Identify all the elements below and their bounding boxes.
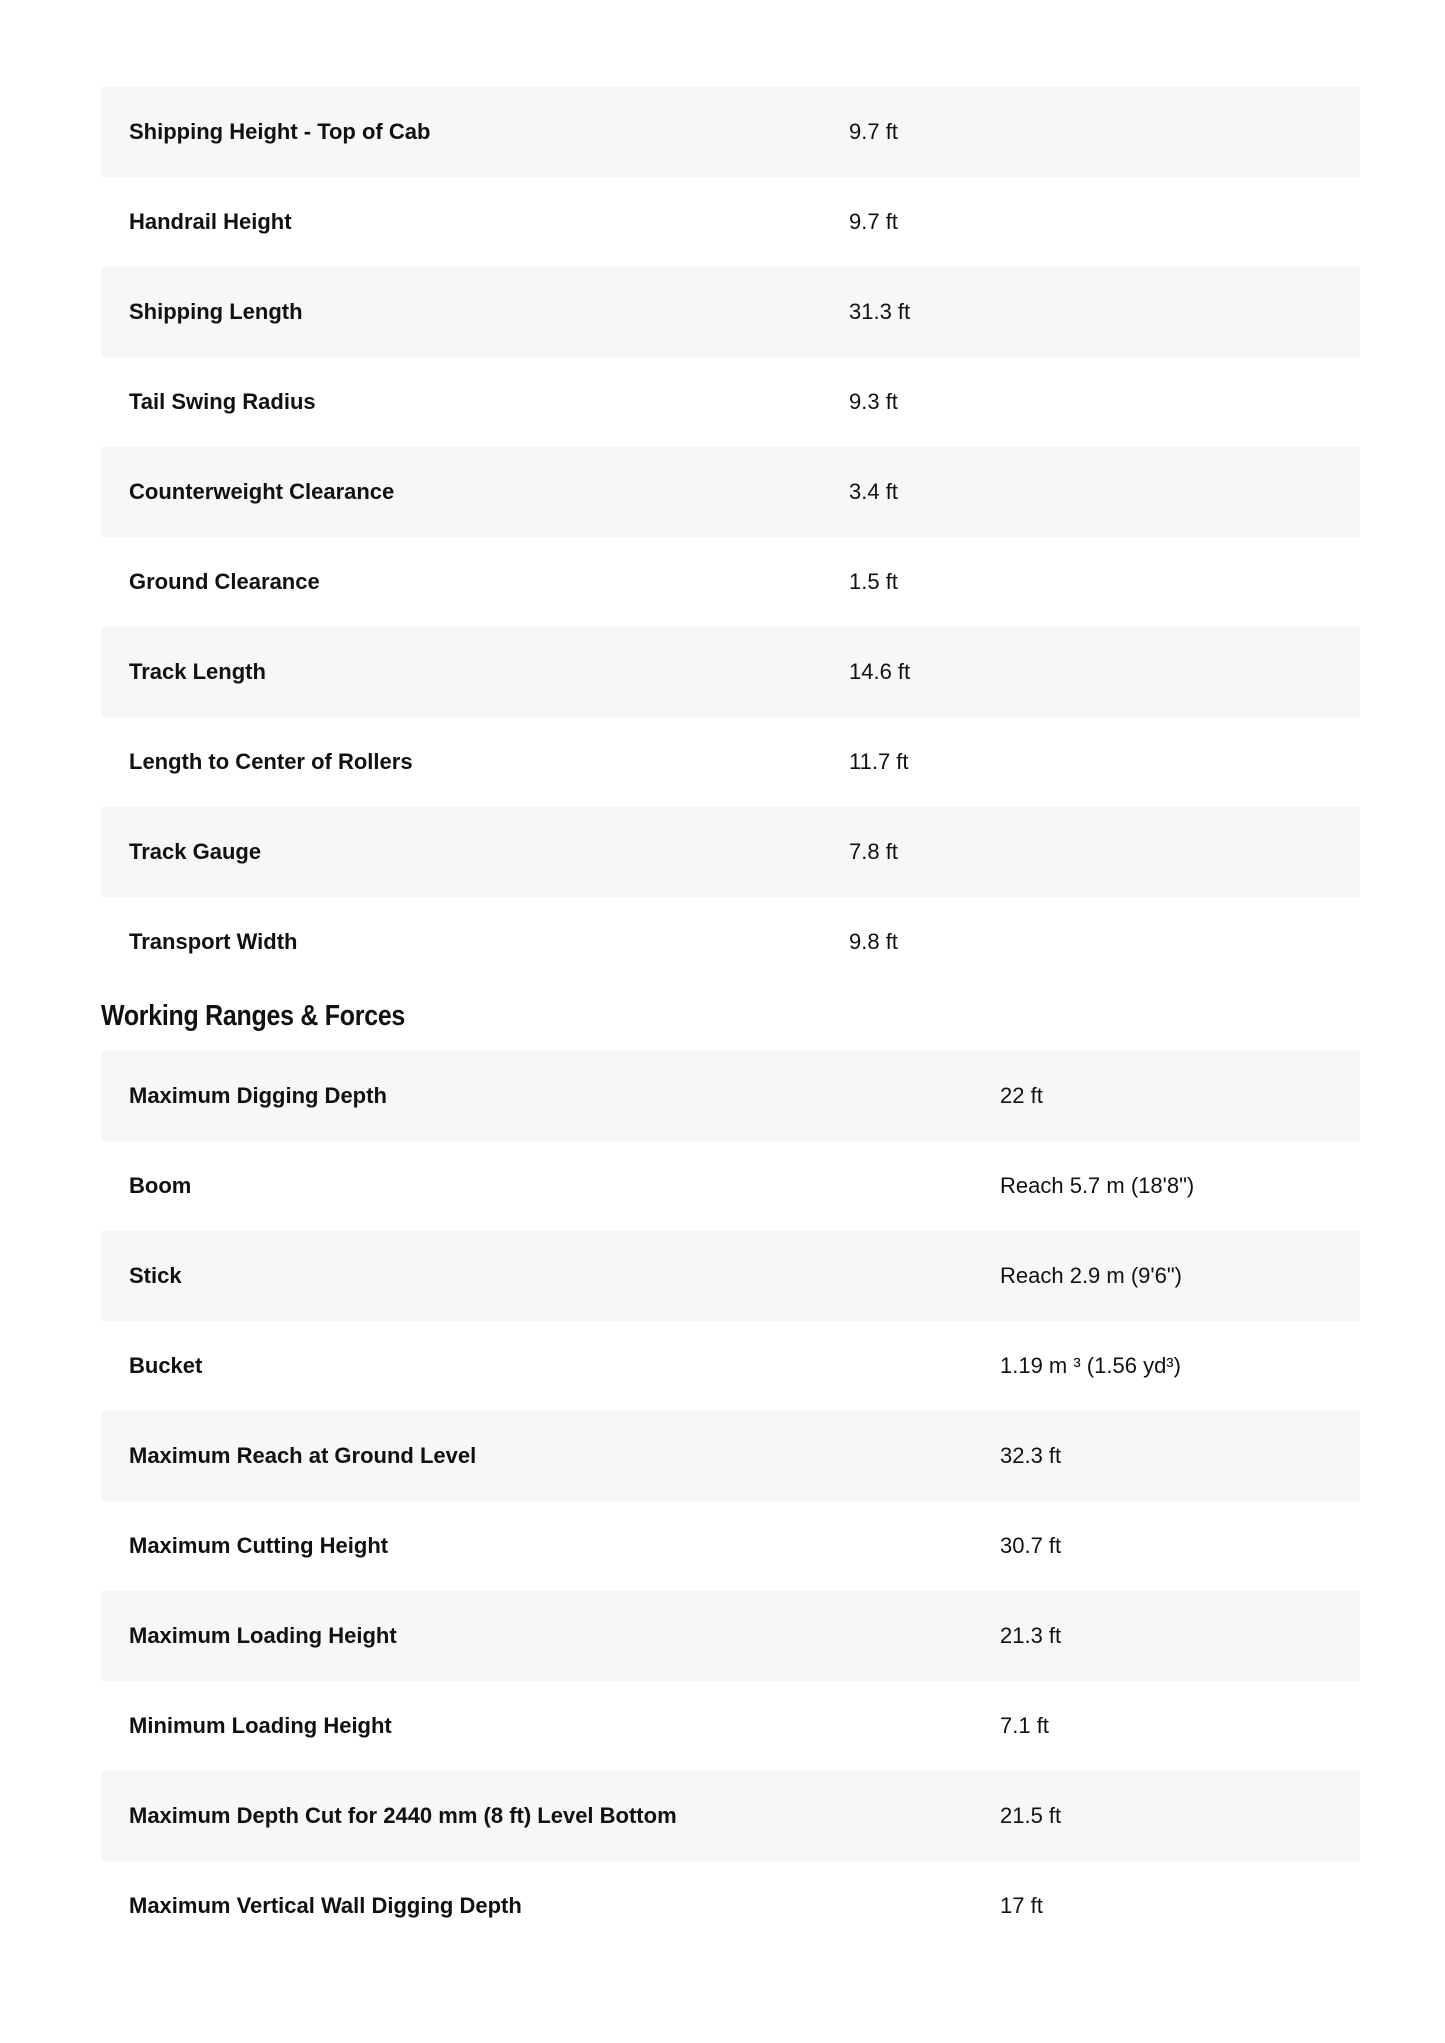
spec-value: 31.3 ft	[821, 267, 1360, 357]
spec-value: 3.4 ft	[821, 447, 1360, 537]
spec-label: Tail Swing Radius	[101, 357, 821, 447]
spec-label: Bucket	[101, 1321, 972, 1411]
spec-value: 21.5 ft	[972, 1771, 1360, 1861]
working-ranges-table	[101, 1051, 1360, 1951]
spec-label: Counterweight Clearance	[101, 447, 821, 537]
table-row	[101, 357, 1360, 447]
table-row	[101, 807, 1360, 897]
table-row	[101, 447, 1360, 537]
spec-label: Maximum Cutting Height	[101, 1501, 972, 1591]
table-row	[101, 537, 1360, 627]
spec-label: Maximum Digging Depth	[101, 1051, 972, 1141]
table-row	[101, 897, 1360, 987]
spec-value: 17 ft	[972, 1861, 1360, 1951]
table-row	[101, 1051, 1360, 1141]
spec-label: Shipping Height - Top of Cab	[101, 87, 821, 177]
table-row	[101, 1501, 1360, 1591]
spec-label: Stick	[101, 1231, 972, 1321]
spec-sheet	[101, 87, 1360, 1951]
spec-label: Minimum Loading Height	[101, 1681, 972, 1771]
spec-value: 1.5 ft	[821, 537, 1360, 627]
spec-label: Maximum Loading Height	[101, 1591, 972, 1681]
spec-label: Transport Width	[101, 897, 821, 987]
spec-value: 11.7 ft	[821, 717, 1360, 807]
spec-value: 1.19 m ³ (1.56 yd³)	[972, 1321, 1360, 1411]
table-row	[101, 1231, 1360, 1321]
spec-label: Track Gauge	[101, 807, 821, 897]
spec-value: 22 ft	[972, 1051, 1360, 1141]
spec-label: Handrail Height	[101, 177, 821, 267]
spec-label: Ground Clearance	[101, 537, 821, 627]
spec-label: Length to Center of Rollers	[101, 717, 821, 807]
table-row	[101, 1321, 1360, 1411]
spec-label: Maximum Reach at Ground Level	[101, 1411, 972, 1501]
table-row	[101, 1681, 1360, 1771]
spec-label: Shipping Length	[101, 267, 821, 357]
spec-value: 9.7 ft	[821, 87, 1360, 177]
table-row	[101, 1411, 1360, 1501]
spec-label: Maximum Depth Cut for 2440 mm (8 ft) Level Bottom	[101, 1771, 972, 1861]
table-row	[101, 1861, 1360, 1951]
spec-value: Reach 2.9 m (9'6")	[972, 1231, 1360, 1321]
spec-value: 7.8 ft	[821, 807, 1360, 897]
spec-value: 30.7 ft	[972, 1501, 1360, 1591]
table-row	[101, 1591, 1360, 1681]
table-row	[101, 717, 1360, 807]
spec-value: 7.1 ft	[972, 1681, 1360, 1771]
spec-value: 9.3 ft	[821, 357, 1360, 447]
spec-label: Track Length	[101, 627, 821, 717]
spec-value: 32.3 ft	[972, 1411, 1360, 1501]
section-title: Working Ranges & Forces	[101, 1000, 406, 1032]
table-row	[101, 627, 1360, 717]
table-row	[101, 1771, 1360, 1861]
table-row	[101, 177, 1360, 267]
table-row	[101, 87, 1360, 177]
spec-value: 14.6 ft	[821, 627, 1360, 717]
spec-value: 21.3 ft	[972, 1591, 1360, 1681]
spec-value: 9.7 ft	[821, 177, 1360, 267]
spec-value: Reach 5.7 m (18'8")	[972, 1141, 1360, 1231]
spec-value: 9.8 ft	[821, 897, 1360, 987]
spec-label: Maximum Vertical Wall Digging Depth	[101, 1861, 972, 1951]
table-row	[101, 267, 1360, 357]
dimensions-table	[101, 87, 1360, 987]
spec-label: Boom	[101, 1141, 972, 1231]
table-row	[101, 1141, 1360, 1231]
